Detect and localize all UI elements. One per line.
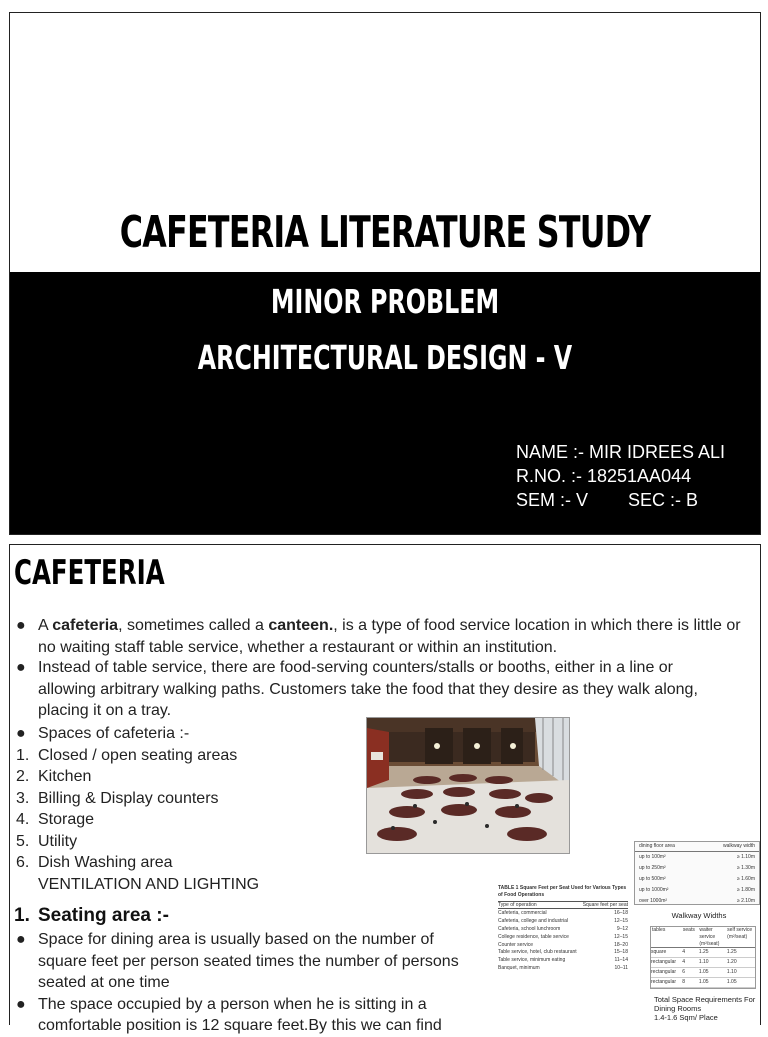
table-cell: 4 (682, 949, 685, 956)
table-title: TABLE 1 Square Feet per Seat Used for Various Types of Food Operations (498, 885, 627, 898)
table-header: Type of operation Square feet per seat (498, 901, 628, 908)
table-row (498, 918, 628, 925)
table-cell: Cafeteria, commercial (498, 910, 547, 917)
table-row (498, 965, 628, 972)
table-cell: up to 500m² (639, 875, 666, 882)
table-row (635, 885, 759, 896)
table-cell: 1.05 (698, 979, 709, 986)
table-body (498, 910, 628, 971)
seating-heading: 1. Seating area :- (14, 905, 169, 926)
student-sem-sec: SEM :- V SEC :- B (516, 490, 699, 510)
ventilation-label: VENTILATION AND LIGHTING (38, 875, 260, 893)
bullet-icon: ● (16, 659, 26, 676)
bullet-item: ● A cafeteria, sometimes called a canteen., is a type of food service location in which there is little or no waiting staff table service, whether a restaurant or within an institution. (16, 617, 741, 656)
subtitle-minor-problem: MINOR PROBLEM (270, 282, 500, 321)
table-cell: Cafeteria, college and industrial (498, 918, 569, 925)
table-cell: up to 250m² (639, 864, 666, 871)
bullet-icon: ● (16, 995, 26, 1013)
table-cell: Table service, minimum eating (498, 957, 566, 964)
seating-area-section (14, 903, 484, 1037)
bullet-item: ● Instead of table service, there are food-serving counters/stalls or booths, either in a line or allowing arbitrary walking paths. Customers take the food that they desire as they walk along, placing it on a tray. (16, 659, 698, 719)
table-cell: square (651, 949, 667, 956)
space-requirements-figure (640, 909, 758, 1025)
table-row (635, 874, 759, 885)
table-cell: Cafeteria, school lunchroom (498, 925, 561, 932)
table-header: tables seats waiter service (m²/seat) self service (m²/seat) (651, 927, 755, 948)
slide-title: CAFETERIA LITERATURE STUDY (119, 207, 651, 258)
table-cell: 16–18 (614, 910, 628, 917)
table-cell: 1.10 (698, 959, 709, 966)
table-cell: 12–15 (614, 933, 628, 940)
table-cell: 18–20 (614, 941, 628, 948)
table-row (498, 926, 628, 933)
list-item: 3. Billing & Display counters (16, 789, 219, 807)
table-cell: 15–18 (614, 949, 628, 956)
walkway-caption: Walkway Widths (671, 911, 727, 920)
list-item: 4. Storage (16, 811, 95, 828)
table-cell: up to 100m² (639, 853, 666, 860)
table-cell: ≥ 2.10m (736, 897, 755, 904)
table-cell: rectangular (651, 979, 677, 986)
table-row (651, 968, 755, 978)
table-cell: Table service, hotel, club restaurant (498, 949, 577, 956)
bullet-icon: ● (16, 725, 26, 742)
cafeteria-photo-image (367, 718, 569, 853)
table-cell: Banquet, minimum (498, 964, 540, 971)
table-cell: 1.20 (726, 959, 737, 966)
table-body (651, 948, 755, 988)
student-name: NAME :- MIR IDREES ALI (516, 442, 726, 462)
bullet-item: ● Space for dining area is usually based on the number of square feet per person seated times the number of persons seated at one time (16, 931, 459, 991)
definition-paragraph (14, 615, 754, 658)
table-cell: ≥ 1.80m (736, 886, 755, 893)
spaces-list (14, 723, 344, 895)
table-row (651, 978, 755, 988)
table-cell: 6 (682, 969, 685, 976)
table-cell: 12–15 (614, 918, 628, 925)
table-cell: ≥ 1.10m (736, 853, 755, 860)
walkway-width-table (634, 841, 760, 905)
spaces-title: ● Spaces of cafeteria :- (14, 723, 344, 745)
table-row (498, 910, 628, 917)
service-paragraph (14, 657, 734, 722)
student-roll-number: R.NO. :- 18251AA044 (516, 466, 692, 486)
table-cell: rectangular (651, 959, 677, 966)
table-row (498, 957, 628, 964)
table-cell: over 1000m² (639, 897, 668, 904)
list-item: 6. Dish Washing area (16, 854, 173, 871)
table-cell: rectangular (651, 969, 677, 976)
table-row (635, 852, 759, 863)
table-cell: up to 1000m² (639, 886, 669, 893)
table-cell: 1.10 (726, 969, 737, 976)
square-feet-per-seat-table (498, 885, 628, 1025)
bullet-icon: ● (16, 617, 26, 634)
table-cell: ≥ 1.60m (736, 875, 755, 882)
title-slide (9, 12, 761, 535)
space-table (650, 926, 756, 989)
table-cell: 1.25 (726, 949, 737, 956)
bullet-icon: ● (16, 931, 26, 948)
list-item: 1. Closed / open seating areas (16, 746, 238, 764)
table-cell: Counter service (498, 941, 534, 948)
table-cell: 9–12 (616, 925, 628, 932)
table-cell: 1.05 (698, 969, 709, 976)
table-row (635, 863, 759, 874)
table-cell: 8 (682, 979, 685, 986)
table-row (498, 934, 628, 941)
table-row (498, 942, 628, 949)
table-cell: 4 (682, 959, 685, 966)
table-row (635, 896, 759, 907)
table-row (498, 949, 628, 956)
table-cell: 1.05 (726, 979, 737, 986)
table-body (635, 852, 759, 907)
table-cell: 1.25 (698, 949, 709, 956)
cafeteria-slide (9, 544, 761, 1034)
section-heading: CAFETERIA (14, 553, 165, 593)
subtitle-architectural-design: ARCHITECTURAL DESIGN - V (197, 338, 573, 377)
cafeteria-photo (366, 717, 570, 854)
table-cell: ≥ 1.30m (736, 864, 755, 871)
table-cell: College residence, table service (498, 933, 569, 940)
list-item: 2. Kitchen (16, 768, 92, 785)
table-cell: 11–14 (614, 957, 628, 964)
table-header: dining floor area walkway width (635, 842, 759, 852)
space-caption: Total Space Requirements For Dining Rooms 1.4-1.6 Sqm/ Place (654, 995, 756, 1023)
table-row (651, 948, 755, 958)
list-item: 5. Utility (16, 832, 78, 850)
table-row (651, 958, 755, 968)
student-info (516, 440, 725, 512)
bullet-item: ● The space occupied by a person when he is sitting in a comfortable position is 12 square feet.By this we can find (16, 995, 442, 1034)
table-cell: 10–11 (614, 964, 628, 971)
title-band (10, 272, 760, 534)
